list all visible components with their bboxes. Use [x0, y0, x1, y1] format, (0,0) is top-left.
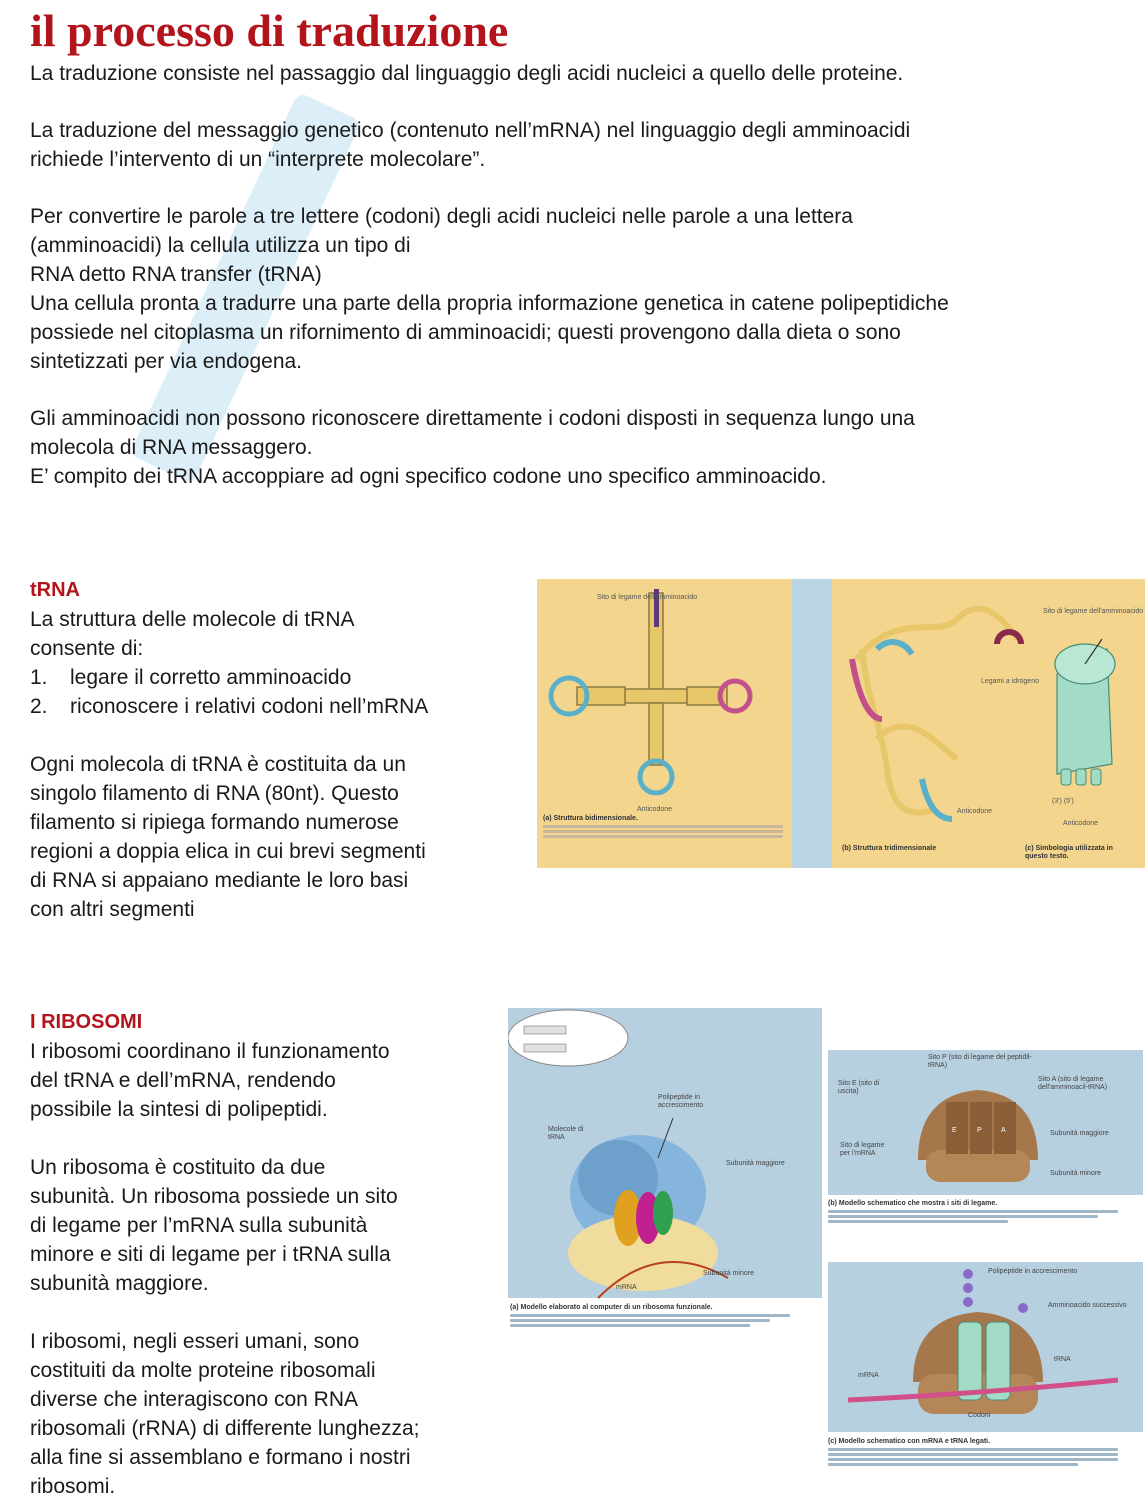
intro-paragraph-3-line-1: Per convertire le parole a tre lettere (codoni) degli acidi nucleici nelle parole a una lettera: [30, 205, 853, 228]
caption-line: [828, 1448, 1118, 1451]
svg-text:E: E: [952, 1127, 957, 1134]
list-text: riconoscere i relativi codoni nell’mRNA: [70, 695, 429, 718]
label-poly: Polipeptide in accrescimento: [658, 1094, 704, 1109]
intro-paragraph-3-line-5: possiede nel citoplasma un rifornimento di amminoacidi; questi provengono dalla dieta o sono: [30, 321, 901, 344]
label-site-a: Sito A (sito di legame dell'amminoacil-tRNA): [1038, 1076, 1108, 1091]
intro-paragraph-2-line-2: richiede l’intervento di un “interprete molecolare”.: [30, 148, 486, 171]
svg-text:A: A: [1001, 1127, 1006, 1134]
intro-paragraph-4-line-3: E’ compito dei tRNA accoppiare ad ogni specifico codone uno specifico amminoacido.: [30, 465, 827, 488]
trna-text: [30, 605, 428, 924]
ribosomi-line-13: alla fine si assemblano e formano i nostri: [30, 1446, 411, 1469]
ribosomi-line-4: Un ribosoma è costituito da due: [30, 1156, 326, 1179]
label-mrna2: mRNA: [858, 1372, 879, 1379]
label-mrna: mRNA: [616, 1284, 637, 1291]
label-site-p: Sito P (sito di legame del peptidil-tRNA): [928, 1054, 1032, 1069]
ribosomi-line-10: costituiti da molte proteine ribosomali: [30, 1359, 376, 1382]
trna-symbol-diagram: [1055, 639, 1115, 785]
label-min2: Subunità minore: [1050, 1170, 1101, 1177]
label-trna: Molecole di tRNA: [548, 1126, 584, 1141]
label-poly2: Polipeptide in accrescimento: [988, 1268, 1078, 1275]
caption-a: [543, 815, 783, 840]
ribosomi-line-2: del tRNA e dell’mRNA, rendendo: [30, 1069, 336, 1092]
ribosome-figure-a: [508, 1008, 822, 1498]
caption-b: (b) Struttura tridimensionale: [842, 845, 937, 852]
caption-a-title: (a) Struttura bidimensionale.: [543, 815, 638, 822]
caption-line: [828, 1463, 1078, 1466]
label-site-e: Sito E (sito di uscita): [838, 1080, 880, 1095]
intro-paragraph-4-line-1: Gli amminoacidi non possono riconoscere direttamente i codoni disposti in sequenza lungo una: [30, 407, 915, 430]
intro-paragraph-3-line-4: Una cellula pronta a tradurre una parte della propria informazione genetica in catene polipeptidiche: [30, 292, 949, 315]
ribosomi-line-3: possibile la sintesi di polipeptidi.: [30, 1098, 328, 1121]
trna-body-5: di RNA si appaiano mediante le loro basi: [30, 869, 409, 892]
ribosomi-line-7: minore e siti di legame per i tRNA sulla: [30, 1243, 391, 1266]
ribosomi-line-5: subunità. Un ribosoma possiede un sito: [30, 1185, 398, 1208]
ribosome-figure-b: [828, 1050, 1143, 1246]
list-number: 2.: [30, 695, 48, 718]
caption-c: (c) Simbologia utilizzata in questo testo.: [1025, 845, 1113, 860]
intro-paragraph-1: La traduzione consiste nel passaggio dal linguaggio degli acidi nucleici a quello delle proteine.: [30, 62, 904, 85]
caption-line: [510, 1319, 770, 1322]
trna-figure: [537, 579, 1145, 868]
list-text: legare il corretto amminoacido: [70, 666, 352, 689]
trna-body-2: singolo filamento di RNA (80nt). Questo: [30, 782, 399, 805]
svg-text:P: P: [977, 1127, 982, 1134]
label-mag: Subunità maggiore: [726, 1160, 785, 1167]
ribosomi-line-12: ribosomali (rRNA) di differente lunghezza;: [30, 1417, 420, 1440]
list-item: [30, 692, 428, 721]
caption-ribo-c: [828, 1438, 1140, 1468]
ribosomi-text: [30, 1037, 419, 1501]
label-anticodon-c: Anticodone: [1063, 820, 1099, 827]
ribosome-model-art: [508, 1008, 822, 1308]
ribosomi-line-6: di legame per l’mRNA sulla subunità: [30, 1214, 368, 1237]
label-aa: Amminoacido successivo: [1048, 1302, 1127, 1309]
label-sito-mrna: Sito di legame per l'mRNA: [840, 1142, 885, 1157]
trna-line-1: La struttura delle molecole di tRNA: [30, 608, 355, 631]
label-site-a: Sito di legame dell'amminoacido: [597, 594, 698, 601]
trna-cloverleaf-diagram: [551, 589, 750, 793]
intro-paragraph-4-line-2: molecola di RNA messaggero.: [30, 436, 313, 459]
trna-body-3: filamento si ripiega formando numerose: [30, 811, 399, 834]
label-hydrogen-bonds: Legami a idrogeno: [981, 678, 1039, 685]
trna-body-4: regioni a doppia elica in cui brevi segmenti: [30, 840, 426, 863]
label-anticodon-b: Anticodone: [957, 808, 993, 815]
caption-line: [543, 825, 783, 828]
ribosome-figure-c: [828, 1262, 1143, 1502]
caption-line: [510, 1314, 790, 1317]
trna-3d-structure-diagram: [852, 609, 1017, 819]
ribosomi-line-1: I ribosomi coordinano il funzionamento: [30, 1040, 390, 1063]
label-min: Subunità minore: [703, 1270, 754, 1277]
ribosomi-line-11: diverse che interagiscono con RNA: [30, 1388, 359, 1411]
trna-body-1: Ogni molecola di tRNA è costituita da un: [30, 753, 406, 776]
caption-ribo-b-title: (b) Modello schematico che mostra i siti di legame.: [828, 1200, 998, 1207]
caption-ribo-a: [510, 1304, 810, 1329]
caption-ribo-b: [828, 1200, 1140, 1225]
caption-line: [828, 1458, 1118, 1461]
list-item: [30, 663, 428, 692]
trna-body-6: con altri segmenti: [30, 898, 195, 921]
list-number: 1.: [30, 666, 48, 689]
intro-paragraph-2-line-1: La traduzione del messaggio genetico (contenuto nell’mRNA) nel linguaggio degli amminoacidi: [30, 119, 911, 142]
trna-3d-amino-site: [997, 632, 1021, 644]
caption-line: [828, 1453, 1118, 1456]
spacer: [30, 1298, 419, 1327]
caption-ribo-c-title: (c) Modello schematico con mRNA e tRNA legati.: [828, 1438, 991, 1445]
label-35: (3') (5'): [1052, 798, 1074, 805]
ribosomi-line-8: subunità maggiore.: [30, 1272, 209, 1295]
caption-line: [828, 1215, 1098, 1218]
trna-heading: tRNA: [30, 579, 80, 601]
caption-ribo-a-title: (a) Modello elaborato al computer di un ribosoma funzionale.: [510, 1304, 713, 1311]
label-codoni: Codoni: [968, 1412, 991, 1419]
label-anticodon-a: Anticodone: [637, 806, 673, 813]
label-mag2: Subunità maggiore: [1050, 1130, 1109, 1137]
page-title: il processo di traduzione: [30, 5, 509, 56]
caption-line: [543, 830, 783, 833]
label-trna2: tRNA: [1054, 1356, 1071, 1363]
caption-line: [828, 1220, 1008, 1223]
spacer: [30, 721, 428, 750]
caption-line: [543, 835, 783, 838]
trna-line-2: consente di:: [30, 637, 144, 660]
caption-line: [510, 1324, 750, 1327]
spacer: [30, 1124, 419, 1153]
caption-line: [828, 1210, 1118, 1213]
ribosomi-line-9: I ribosomi, negli esseri umani, sono: [30, 1330, 360, 1353]
intro-paragraph-3-line-6: sintetizzati per via endogena.: [30, 350, 303, 373]
intro-paragraph-3-line-2: (amminoacidi) la cellula utilizza un tipo di: [30, 234, 411, 257]
label-site-c: Sito di legame dell'amminoacido: [1043, 608, 1144, 615]
intro-paragraph-3-line-3: RNA detto RNA transfer (tRNA): [30, 263, 322, 286]
ribosomi-line-14: ribosomi.: [30, 1475, 116, 1498]
trna-list: [30, 663, 428, 721]
ribosome-trna-art: [828, 1262, 1143, 1437]
ribosomi-heading: I RIBOSOMI: [30, 1011, 143, 1033]
